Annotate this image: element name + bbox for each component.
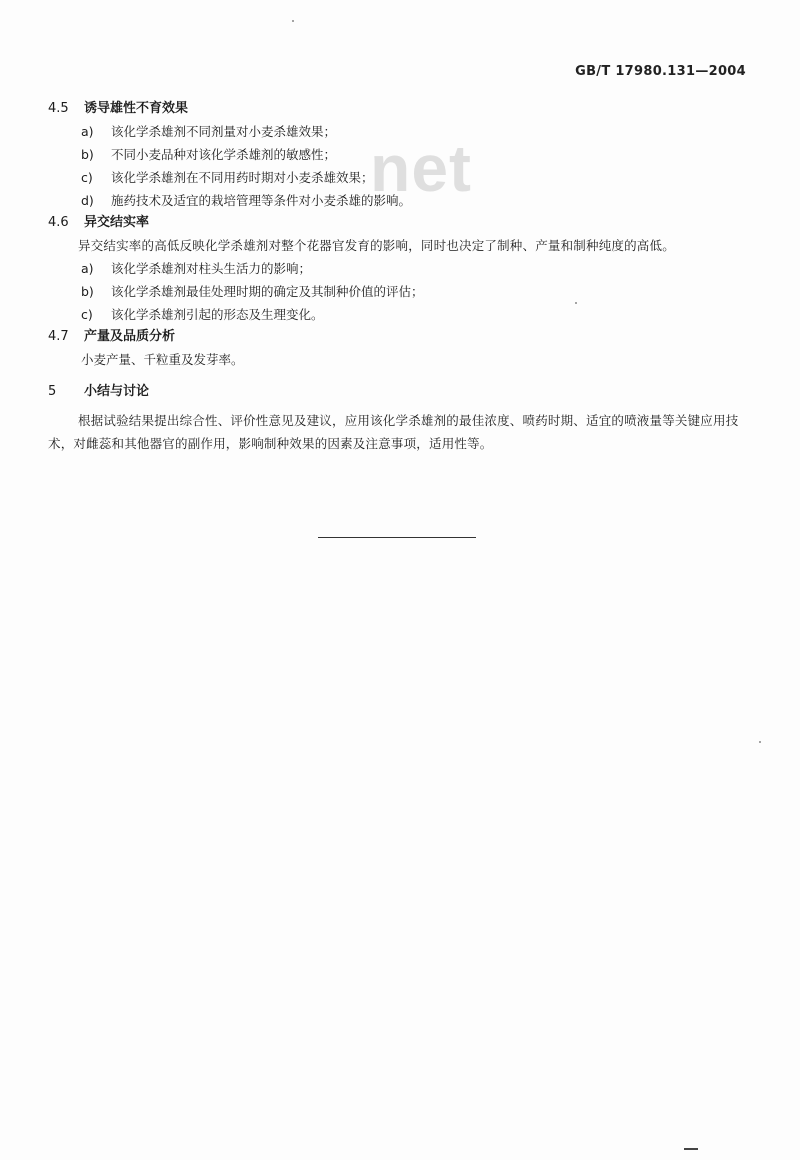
list-item xyxy=(48,280,758,303)
section-text: 小麦产量、千粒重及发芽率。 xyxy=(81,352,244,367)
scan-speck xyxy=(759,741,761,743)
section-number: 4.7 xyxy=(48,329,69,344)
section-number: 5 xyxy=(48,384,57,399)
section-heading-4-6 xyxy=(48,212,758,234)
list-item-text: 该化学杀雄剂不同剂量对小麦杀雄效果； xyxy=(111,124,337,139)
list-item xyxy=(48,143,758,166)
page-number-mark xyxy=(684,1148,698,1156)
section-title: 异交结实率 xyxy=(84,215,150,230)
scan-speck xyxy=(292,20,294,22)
list-item-label: c) xyxy=(81,307,93,322)
list-item xyxy=(48,189,758,212)
section-number: 4.6 xyxy=(48,215,69,230)
list-item-text: 该化学杀雄剂对柱头生活力的影响； xyxy=(111,261,312,276)
watermark: net xyxy=(370,131,472,205)
list-item-text: 该化学杀雄剂最佳处理时期的确定及其制种价值的评估； xyxy=(111,284,424,299)
section-paragraph: 根据试验结果提出综合性、评价性意见及建议，应用该化学杀雄剂的最佳浓度、喷药时期、适宜的喷液量等关键应用技术，对雌蕊和其他器官的副作用，影响制种效果的因素及注意事项，适用性等。 xyxy=(48,413,739,451)
end-rule xyxy=(318,537,476,538)
list-item-label: d) xyxy=(81,193,94,208)
scan-speck xyxy=(575,302,577,304)
list-item-text: 不同小麦品种对该化学杀雄剂的敏感性； xyxy=(111,147,337,162)
list-item xyxy=(48,166,758,189)
list-item xyxy=(48,120,758,143)
list-item-label: a) xyxy=(81,124,94,139)
list-item-text: 该化学杀雄剂在不同用药时期对小麦杀雄效果； xyxy=(111,170,374,185)
document-body xyxy=(48,98,758,455)
section-title: 产量及品质分析 xyxy=(84,329,176,344)
section-title: 小结与讨论 xyxy=(84,384,150,399)
list-item-label: b) xyxy=(81,284,94,299)
list-item-text: 施药技术及适宜的栽培管理等条件对小麦杀雄的影响。 xyxy=(111,193,412,208)
section-heading-4-5 xyxy=(48,98,758,120)
section-title: 诱导雄性不育效果 xyxy=(84,101,189,116)
list-item-label: c) xyxy=(81,170,93,185)
standard-number: GB/T 17980.131—2004 xyxy=(575,64,746,79)
section-number: 4.5 xyxy=(48,101,69,116)
list-item-label: a) xyxy=(81,261,94,276)
spacer xyxy=(48,371,758,381)
section-heading-5 xyxy=(48,381,758,403)
list-item-text: 该化学杀雄剂引起的形态及生理变化。 xyxy=(111,307,324,322)
list-item xyxy=(48,303,758,326)
section-heading-4-7 xyxy=(48,326,758,348)
list-item xyxy=(48,257,758,280)
section-paragraph: 异交结实率的高低反映化学杀雄剂对整个花器官发育的影响，同时也决定了制种、产量和制种纯度的高低。 xyxy=(78,238,675,253)
list-item-label: b) xyxy=(81,147,94,162)
